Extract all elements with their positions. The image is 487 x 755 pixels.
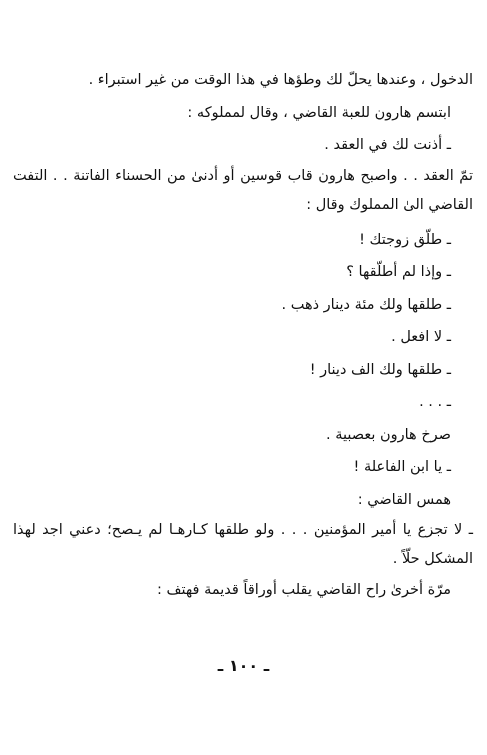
body-text: [13, 64, 473, 607]
dialogue-line: ـ لا تجزع يا أمير المؤمنين . . . ولو طلقها كـارهـا لم يـصح؛ دعني اجد لهذا المشكل حلّاً .: [13, 522, 473, 567]
page-number: ـ ١٠٠ ـ: [217, 656, 270, 675]
paragraph-narration: همس القاضي :: [357, 491, 451, 508]
dialogue-line: ـ لا افعل .: [391, 329, 451, 345]
dialogue-line: ـ طلقها ولك الف دينار !: [309, 361, 451, 378]
paragraph-continuation: الدخول ، وعندها يحلّ لك وطؤها في هذا الوقت من غير استبراء .: [88, 72, 473, 88]
dialogue-line: ـ طلقها ولك مئة دينار ذهب .: [281, 296, 451, 313]
paragraph-narration: ابتسم هارون للعبة القاضي ، وقال لمملوكه :: [187, 104, 451, 121]
paragraph-narration: مرّة أخرىٰ راح القاضي يقلب أوراقاً قديمة فهتف :: [156, 582, 451, 598]
dialogue-line: ـ . . .: [419, 394, 451, 410]
paragraph-narration: تمّ العقد . . واصبح هارون قاب قوسين أو أدنىٰ من الحسناء الفاتنة . . التفت القاضي الىٰ المملوك وقال :: [13, 167, 473, 213]
dialogue-line: ـ وإذا لم أطلّقها ؟: [346, 264, 451, 280]
dialogue-line: ـ طلّق زوجتك !: [359, 231, 451, 248]
dialogue-line: ـ أذنت لك في العقد .: [324, 137, 451, 153]
dialogue-line: ـ يا ابن الفاعلة !: [353, 459, 451, 475]
paragraph-narration: صرخ هارون بعصبية .: [326, 426, 451, 443]
